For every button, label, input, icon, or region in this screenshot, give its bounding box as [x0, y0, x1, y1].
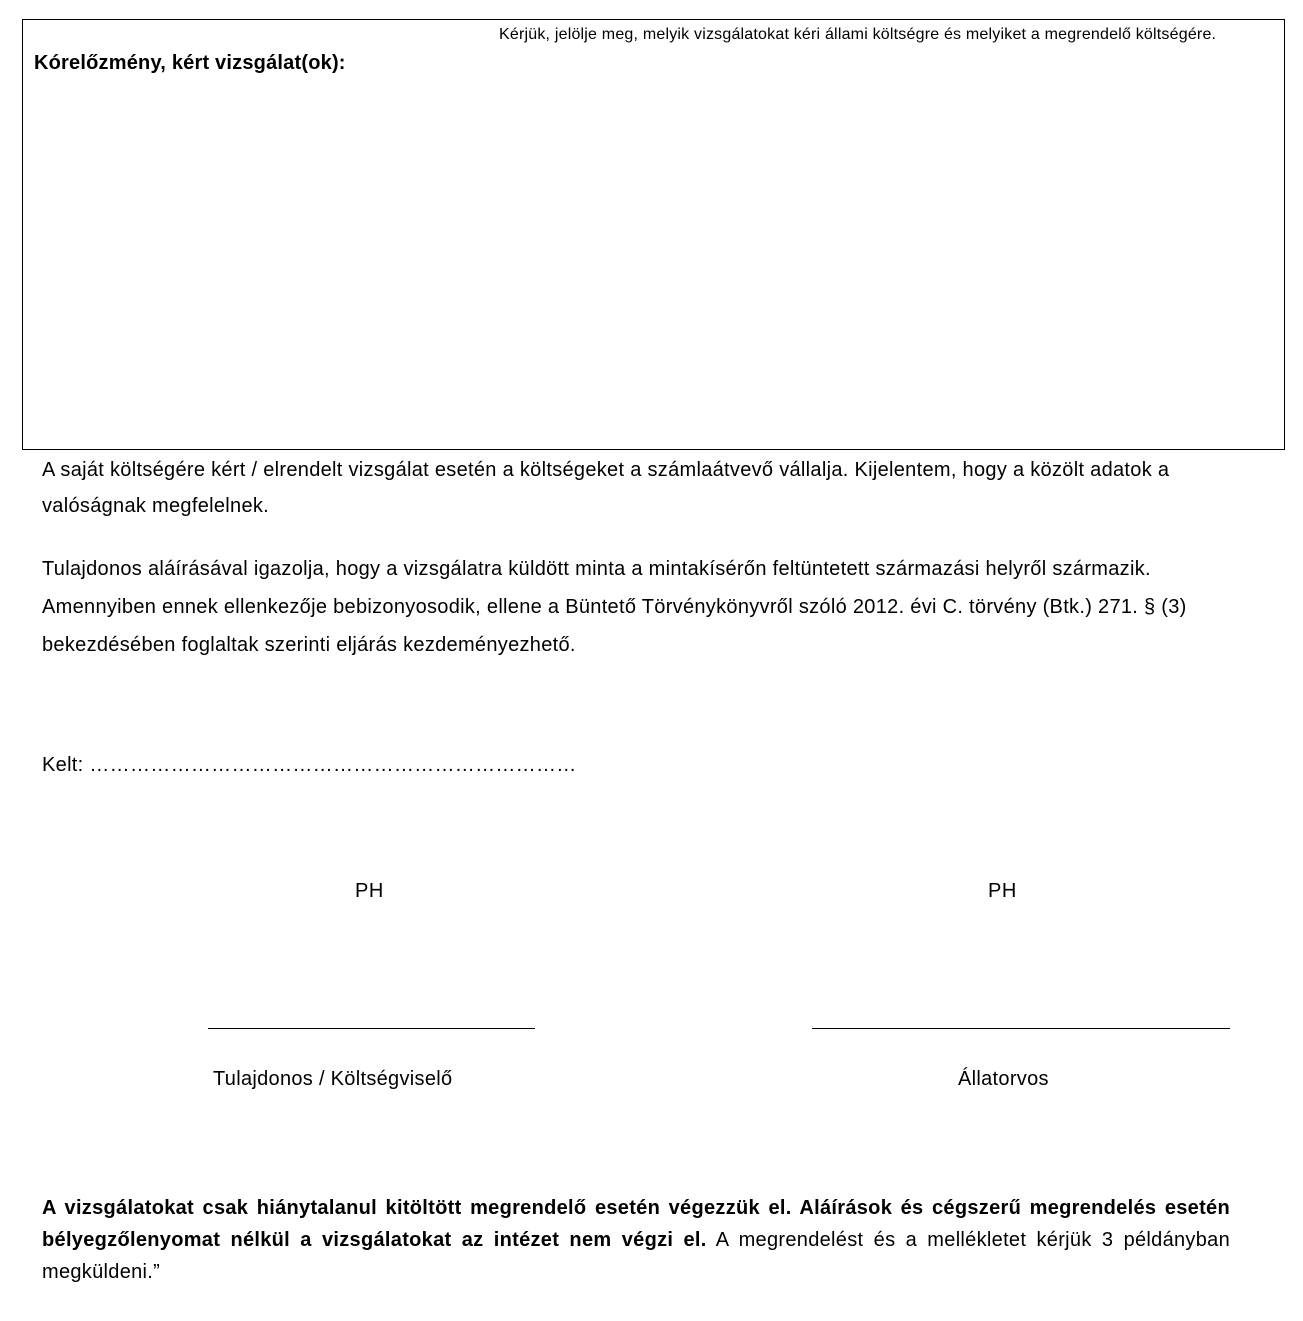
- owner-signature-label: Tulajdonos / Költségviselő: [213, 1068, 453, 1090]
- cost-declaration-paragraph: A saját költségére kért / elrendelt vizsgálat esetén a költségeket a számlaátvevő vállalja. Kijelentem, hogy a közölt adatok a valóságnak megfelelnek.: [42, 459, 1170, 517]
- stamp-placeholder-left: PH: [355, 880, 384, 902]
- owner-certification-paragraph: Tulajdonos aláírásával igazolja, hogy a vizsgálatra küldött minta a mintakísérőn feltüntetett származási helyről származik. Amennyiben ennek ellenkezője bebizonyosodik, ellene a Büntető Törvénykönyvről szóló 2012. évi C. törvény (Btk.) 271. § (3) bekezdésében foglaltak szerinti eljárás kezdeményezhető.: [42, 558, 1187, 656]
- final-notice-bold: A vizsgálatokat csak hiánytalanul kitöltött megrendelő esetén végezzük el. Aláírások és cégszerű megrendelés esetén bélyegzőlenyomat nélkül a vizsgálatokat az intézet nem végzi el.: [42, 1197, 1230, 1251]
- veterinarian-signature-line[interactable]: [812, 1028, 1230, 1029]
- final-notice-paragraph: [42, 1192, 1230, 1288]
- veterinarian-signature-label: Állatorvos: [958, 1068, 1049, 1090]
- final-notice-normal: A megrendelést és a mellékletet kérjük 3 példányban megküldeni.”: [42, 1229, 1230, 1283]
- medical-history-box[interactable]: [22, 19, 1285, 450]
- date-field[interactable]: Kelt: ………………………………………………………………: [42, 754, 577, 776]
- cost-instruction-note: Kérjük, jelölje meg, melyik vizsgálatokat kéri állami költségre és melyiket a megrendelő költségére.: [499, 26, 1217, 43]
- owner-signature-line[interactable]: [208, 1028, 535, 1029]
- medical-history-label: Kórelőzmény, kért vizsgálat(ok):: [34, 52, 346, 74]
- stamp-placeholder-right: PH: [988, 880, 1017, 902]
